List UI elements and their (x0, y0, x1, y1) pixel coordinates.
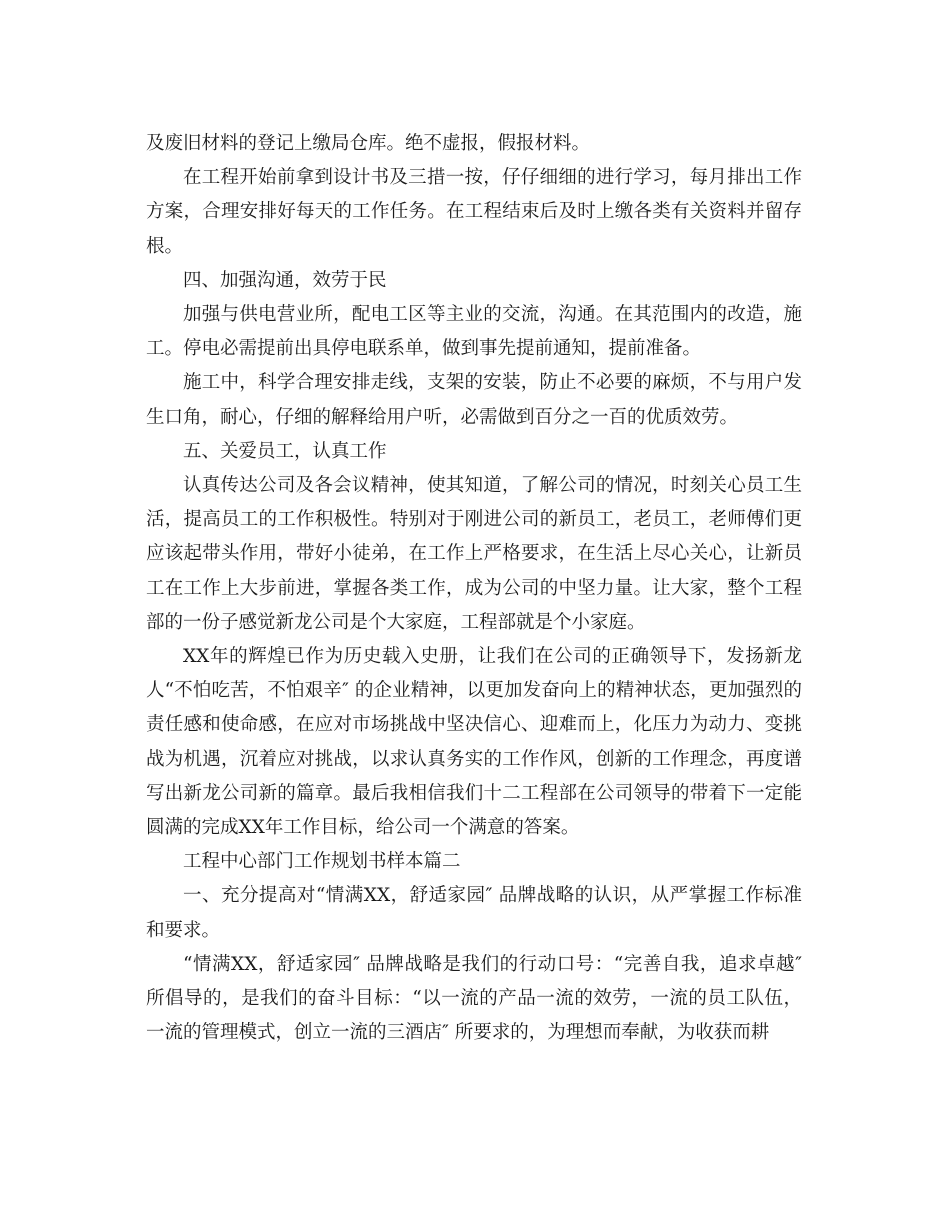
section-heading-brand-strategy: 一、充分提高对“情满XX，舒适家园″ 品牌战略的认识，从严掌握工作标准和要求。 (146, 885, 802, 941)
section-heading-care-employees: 五、关爱员工，认真工作 (183, 440, 387, 462)
paragraph-brand-strategy: “情满XX，舒适家园″ 品牌战略是我们的行动口号：“完善自我，追求卓越″ 所倡导的，是我们的奋斗目标：“以一流的产品一流的效劳，一流的员工队伍，一流的管理模式，创立一流的三酒店″ 所要求的，为理想而奉献，为收获而耕 (146, 953, 802, 1044)
section-heading-communication: 四、加强沟通，效劳于民 (183, 269, 387, 291)
paragraph-communication: 加强与供电营业所，配电工区等主业的交流，沟通。在其范围内的改造，施工。停电必需提前出具停电联系单，做到事先提前通知，提前准备。 (146, 304, 802, 360)
paragraph-care-employees: 认真传达公司及各会议精神，使其知道，了解公司的情况，时刻关心员工生活，提高员工的工作积极性。特别对于刚进公司的新员工，老员工，老师傅们更应该起带头作用，带好小徒弟，在工作上严格要求，在生活上尽心关心，让新员工在工作上大步前进，掌握各类工作，成为公司的中坚力量。让大家，整个工程部的一份子感觉新龙公司是个大家庭，工程部就是个小家庭。 (146, 475, 802, 633)
paragraph-construction-service: 施工中，科学合理安排走线，支架的安装，防止不必要的麻烦，不与用户发生口角，耐心，仔细的解释给用户听，必需做到百分之一百的优质效劳。 (146, 372, 802, 428)
paragraph-material-registration: 及废旧材料的登记上缴局仓库。绝不虚报，假报材料。 (146, 133, 591, 154)
part-title-two: 工程中心部门工作规划书样本篇二 (183, 851, 461, 873)
document-page (146, 127, 802, 1050)
paragraph-design-study: 在工程开始前拿到设计书及三措一按，仔仔细细的进行学习，每月排出工作方案，合理安排好每天的工作任务。在工程结束后及时上缴各类有关资料并留存根。 (146, 167, 802, 257)
paragraph-year-summary: XX年的辉煌已作为历史载入史册，让我们在公司的正确领导下，发扬新龙人“不怕吃苦，不怕艰辛″ 的企业精神，以更加发奋向上的精神状态，更加强烈的责任感和使命感，在应对市场挑战中坚决信心、迎难而上，化压力为动力、变挑战为机遇，沉着应对挑战，以求认真务实的工作作风，创新的工作理念，再度谱写出新龙公司新的篇章。最后我相信我们十二工程部在公司领导的带着下一定能圆满的完成XX年工作目标，给公司一个满意的答案。 (146, 646, 802, 839)
